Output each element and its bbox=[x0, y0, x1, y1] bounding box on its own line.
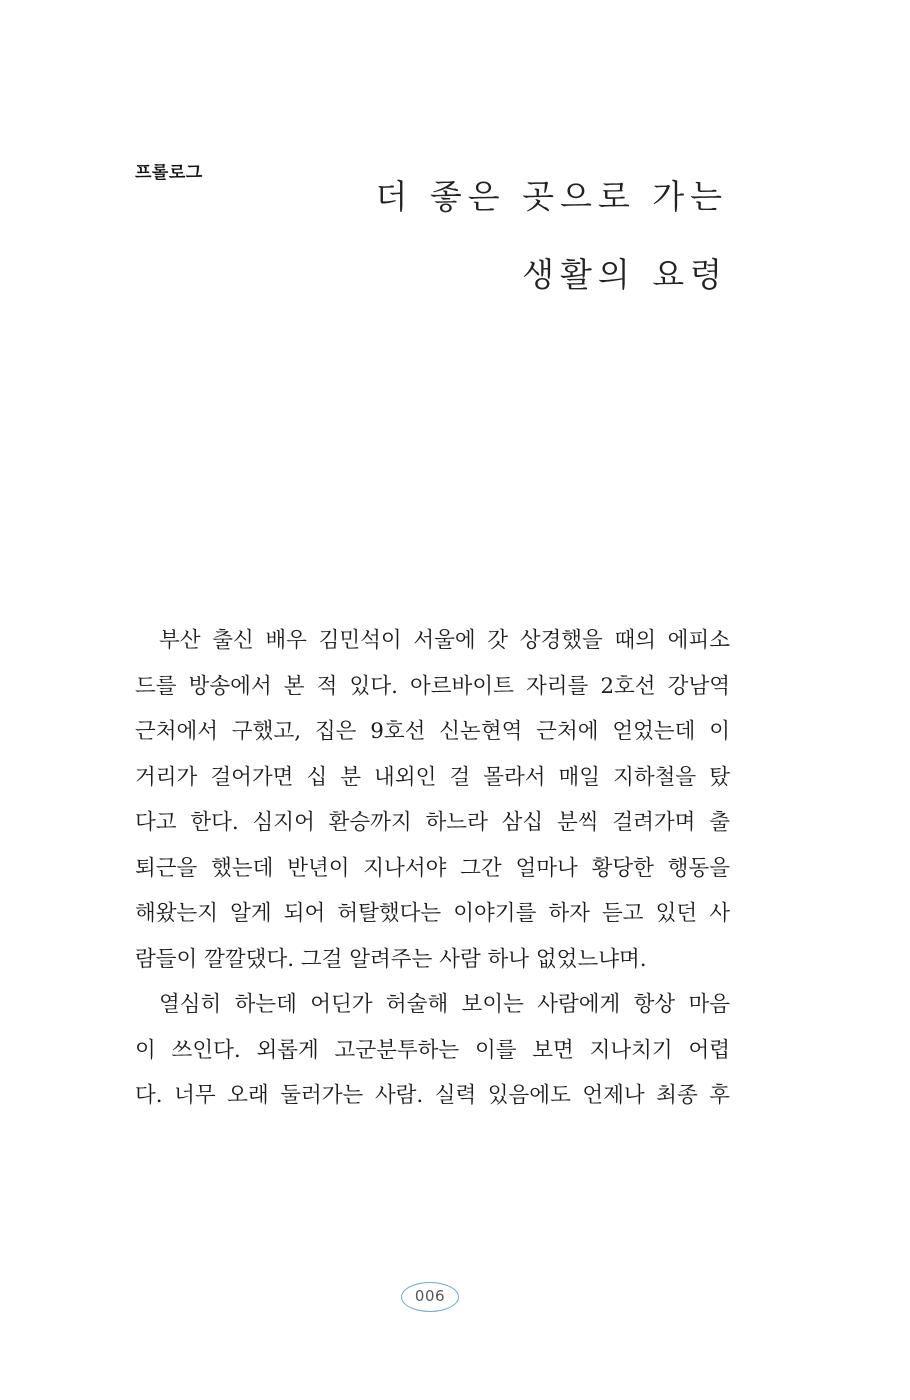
section-label: 프롤로그 bbox=[135, 163, 203, 183]
text-line: 이 쓰인다. 외롭게 고군분투하는 이를 보면 지나치기 어렵 bbox=[135, 1037, 730, 1063]
chapter-title-line-1: 더 좋은 곳으로 가는 bbox=[375, 177, 728, 216]
chapter-title-line-2: 생활의 요령 bbox=[522, 255, 728, 294]
text-line: 열심히 하는데 어딘가 허술해 보이는 사람에게 항상 마음 bbox=[159, 992, 730, 1017]
text-line: 람들이 깔깔댔다. 그걸 알려주는 사람 하나 없었느냐며. bbox=[135, 946, 647, 972]
text-line: 부산 출신 배우 김민석이 서울에 갓 상경했을 때의 에피소 bbox=[159, 628, 730, 653]
text-line: 퇴근을 했는데 반년이 지나서야 그간 얼마나 황당한 행동을 bbox=[135, 855, 730, 881]
text-line: 해왔는지 알게 되어 허탈했다는 이야기를 하자 듣고 있던 사 bbox=[135, 901, 730, 926]
text-line: 다. 너무 오래 둘러가는 사람. 실력 있음에도 언제나 최종 후 bbox=[135, 1083, 730, 1108]
text-line: 거리가 걸어가면 십 분 내외인 걸 몰라서 매일 지하철을 탔 bbox=[135, 764, 730, 790]
text-line: 다고 한다. 심지어 환승까지 하느라 삼십 분씩 걸려가며 출 bbox=[135, 810, 730, 835]
chapter-title bbox=[376, 158, 729, 314]
paragraph-1 bbox=[135, 618, 730, 982]
text-line: 드를 방송에서 본 적 있다. 아르바이트 자리를 2호선 강남역 bbox=[135, 673, 730, 699]
text-line: 근처에서 구했고, 집은 9호선 신논현역 근처에 얻었는데 이 bbox=[135, 719, 730, 744]
paragraph-2 bbox=[135, 982, 730, 1119]
page-number: 006 bbox=[401, 1282, 459, 1312]
body-text bbox=[135, 618, 730, 1119]
